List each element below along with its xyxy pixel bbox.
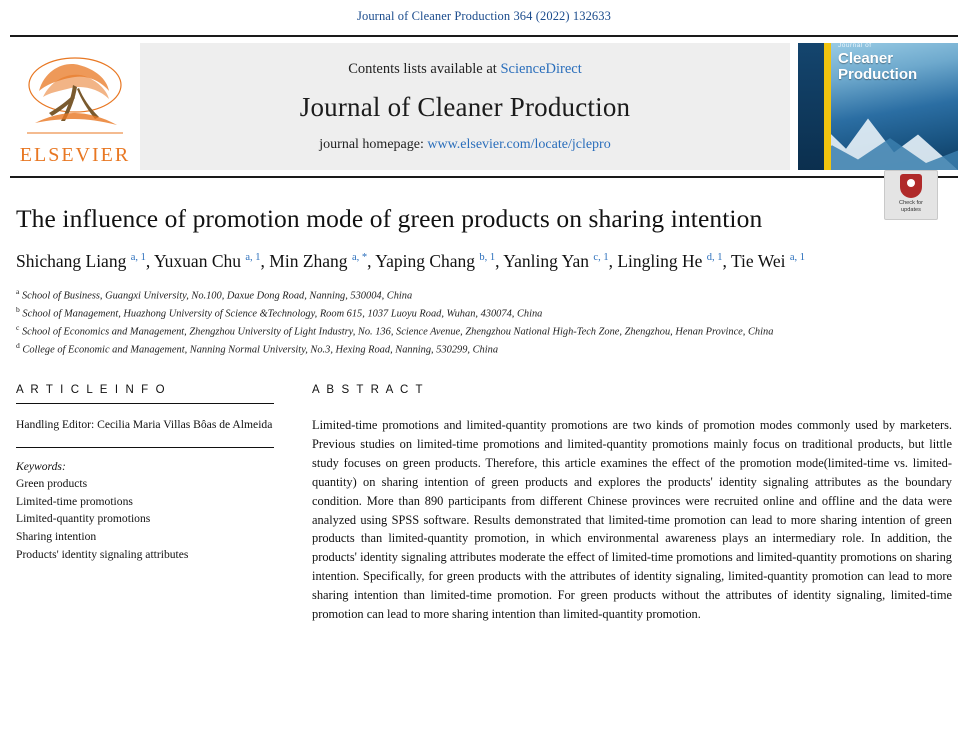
journal-homepage-link[interactable]: www.elsevier.com/locate/jclepro	[427, 136, 611, 152]
keyword-item: Sharing intention	[16, 529, 97, 543]
cover-side-band	[798, 43, 824, 170]
affiliation-item	[16, 286, 952, 304]
journal-cover-image	[798, 43, 958, 170]
cover-accent-band	[824, 43, 831, 170]
contents-line	[348, 61, 582, 78]
keyword-item: Limited-time promotions	[16, 494, 133, 508]
affiliation-marker: c	[16, 323, 20, 333]
article-info-column	[16, 384, 274, 623]
handling-editor: Handling Editor: Cecilia Maria Villas Bôas de Almeida	[16, 417, 274, 448]
page-title: The influence of promotion mode of green products on sharing intention	[16, 204, 763, 233]
title-area	[10, 200, 958, 235]
affiliation-text: School of Management, Huazhong University of Science &Technology, Room 615, 1037 Luoyu Road, Wuhan, 430074, China	[22, 308, 543, 320]
journal-title: Journal of Cleaner Production	[299, 91, 631, 122]
keywords-list	[16, 475, 274, 563]
affiliation-item	[16, 322, 952, 340]
cover-kicker: Journal of	[838, 43, 872, 49]
article-info-heading: A R T I C L E I N F O	[16, 384, 274, 404]
affiliation-text: School of Economics and Management, Zhengzhou University of Light Industry, No. 136, Science Avenue, Zhengzhou National High-Tech Zone, Zhengzhou, Henan Province, China	[21, 326, 774, 338]
running-head: Journal of Cleaner Production 364 (2022) 132633	[357, 9, 611, 23]
homepage-line	[319, 137, 610, 153]
crossmark-line1: Check for	[899, 200, 923, 206]
crossmark-label	[899, 200, 923, 214]
keyword-item: Green products	[16, 477, 88, 491]
keyword-item: Products' identity signaling attributes	[16, 547, 189, 561]
elsevier-tree-icon	[21, 51, 129, 143]
author-list: Shichang Liang $^{a, 1}$, Yuxuan Chu $^{a, 1}$, Min Zhang $^{a, *}$, Yaping Chang $^{b, 1}$, Yanling Yan $^{c, 1}$, Lingling He $^{d, 1}$, Tie Wei $^{a, 1}$	[16, 250, 806, 271]
crossmark-line2: updates	[901, 206, 921, 213]
affiliation-list	[16, 286, 952, 358]
affiliation-text: College of Economic and Management, Nanning Normal University, No.3, Hexing Road, Nanning, 530299, China	[22, 344, 499, 356]
crossmark-shield-icon	[900, 174, 922, 198]
keyword-item: Limited-quantity promotions	[16, 512, 151, 526]
journal-masthead	[10, 35, 958, 178]
affiliation-item	[16, 304, 952, 322]
article-body	[16, 384, 952, 623]
abstract-text: Limited-time promotions and limited-quantity promotions are two kinds of promotion modes commonly used by marketers. Previous studies on limited-time promotions and limited-quantity promotions mainly focus on traditional products, but little study focuses on green products. Therefore, this article examines the effect of the promotion mode(limited-time vs. limited-quantity) on sharing intention of green products and explores the products' identity signaling attributes as the boundary condition. More than 890 participants from different Chinese provinces were recruited online and offline and the data were analyzed using SPSS software. Results demonstrated that limited-time promotion can lead to more sharing intention of green products than limited-quantity promotion, in which environmental awareness plays an intermediary role. In addition, the products' identity signaling attributes moderate the effect of limited-time promotions and limited-quantity promotions on sharing intention. Specifically, for green products with the attributes of identity signaling, limited-quantity promotion can lead to more sharing intention than limited-time promotion. For green products without the attributes of identity signaling, limited-time promotion can lead to more sharing intention than limited-quantity promotion.	[312, 418, 952, 621]
abstract-column	[312, 384, 952, 623]
contents-prefix: Contents lists available at	[348, 60, 497, 77]
elsevier-logo	[10, 37, 140, 176]
affiliation-marker: b	[16, 305, 20, 315]
sciencedirect-link[interactable]: ScienceDirect	[500, 60, 582, 77]
crossmark-badge[interactable]	[884, 170, 938, 220]
keywords-label: Keywords:	[16, 460, 66, 474]
cover-title: Cleaner Production	[838, 50, 918, 83]
affiliation-marker: d	[16, 341, 20, 351]
affiliation-marker: a	[16, 286, 20, 296]
affiliation-text: School of Business, Guangxi University, No.100, Daxue Dong Road, Nanning, 530004, China	[21, 290, 413, 302]
homepage-prefix: journal homepage:	[319, 136, 424, 152]
masthead-center	[140, 43, 790, 170]
elsevier-wordmark: ELSEVIER	[19, 143, 131, 166]
affiliation-item	[16, 340, 952, 358]
abstract-heading: A B S T R A C T	[312, 384, 425, 397]
